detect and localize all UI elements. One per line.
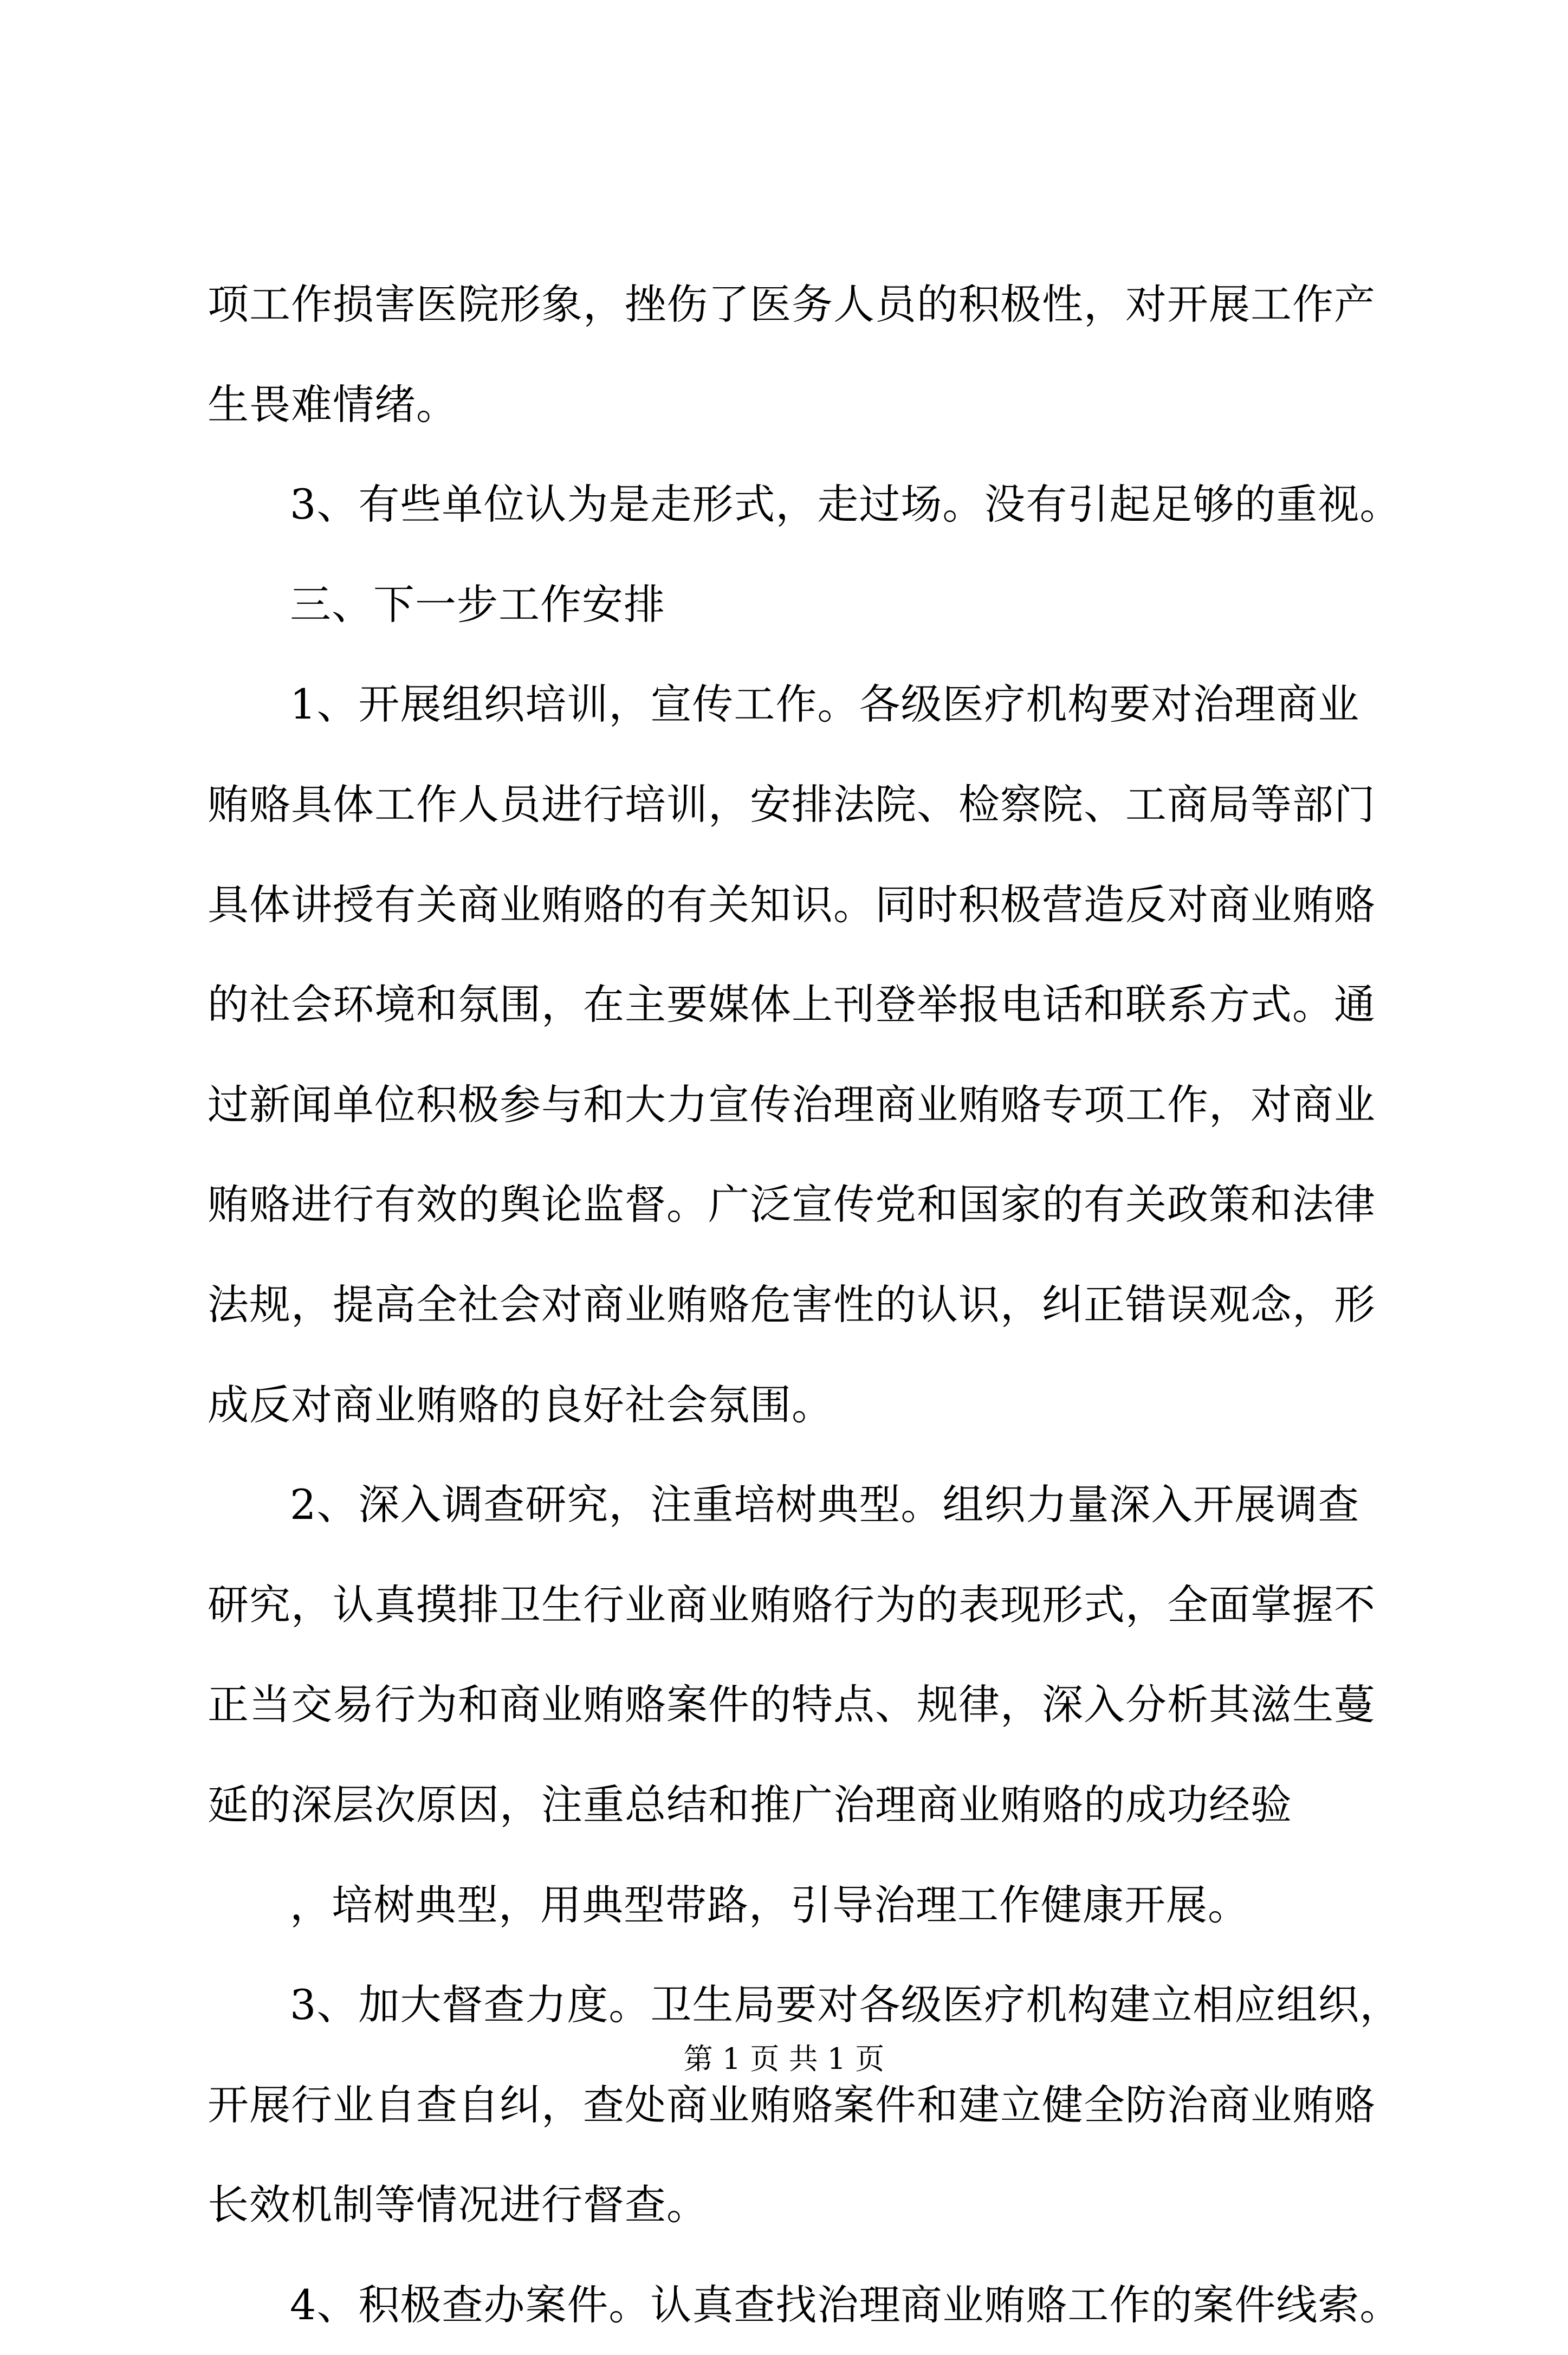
text-line: 开展行业自查自纠，查处商业贿赂案件和建立健全防治商业贿赂 (208, 2080, 1376, 2129)
text-line: 过新闻单位积极参与和大力宣传治理商业贿赂专项工作，对商业 (208, 1080, 1376, 1129)
list-item-heading: 2、深入调查研究，注重培树典型。组织力量深入开展调查 (290, 1480, 1360, 1529)
text-line: 法规，提高全社会对商业贿赂危害性的认识，纠正错误观念，形 (208, 1280, 1376, 1329)
text-line: 项工作损害医院形象，挫伤了医务人员的积极性，对开展工作产 (208, 280, 1376, 328)
list-item-heading: 3、加大督查力度。卫生局要对各级医疗机构建立相应组织， (290, 1981, 1402, 2029)
page-footer (0, 2037, 1568, 2081)
text-line: 长效机制等情况进行督查。 (208, 2181, 708, 2229)
list-item-heading: 1、开展组织培训，宣传工作。各级医疗机构要对治理商业 (290, 680, 1360, 729)
text-line: 生畏难情绪。 (208, 380, 458, 429)
section-heading: 三、下一步工作安排 (290, 580, 665, 629)
text-line: 贿赂进行有效的舆论监督。广泛宣传党和国家的有关政策和法律 (208, 1180, 1376, 1229)
list-item-heading: 3、有些单位认为是走形式，走过场。没有引起足够的重视。 (290, 480, 1402, 529)
text-line: 正当交易行为和商业贿赂案件的特点、规律，深入分析其滋生蔓 (208, 1680, 1376, 1729)
text-line: 延的深层次原因，注重总结和推广治理商业贿赂的成功经验 (208, 1780, 1292, 1829)
page-number: 第 1 页 共 1 页 (683, 2042, 885, 2076)
text-line: 贿赂具体工作人员进行培训，安排法院、检察院、工商局等部门 (208, 780, 1376, 829)
text-line: 研究，认真摸排卫生行业商业贿赂行为的表现形式，全面掌握不 (208, 1580, 1376, 1629)
list-item-heading: 4、积极查办案件。认真查找治理商业贿赂工作的案件线索。 (290, 2280, 1402, 2329)
text-line: 具体讲授有关商业贿赂的有关知识。同时积极营造反对商业贿赂 (208, 880, 1376, 929)
text-line: 成反对商业贿赂的良好社会氛围。 (208, 1380, 833, 1429)
text-line: 的社会环境和氛围，在主要媒体上刊登举报电话和联系方式。通 (208, 980, 1376, 1029)
text-line: ，培树典型，用典型带路，引导治理工作健康开展。 (290, 1880, 1249, 1929)
